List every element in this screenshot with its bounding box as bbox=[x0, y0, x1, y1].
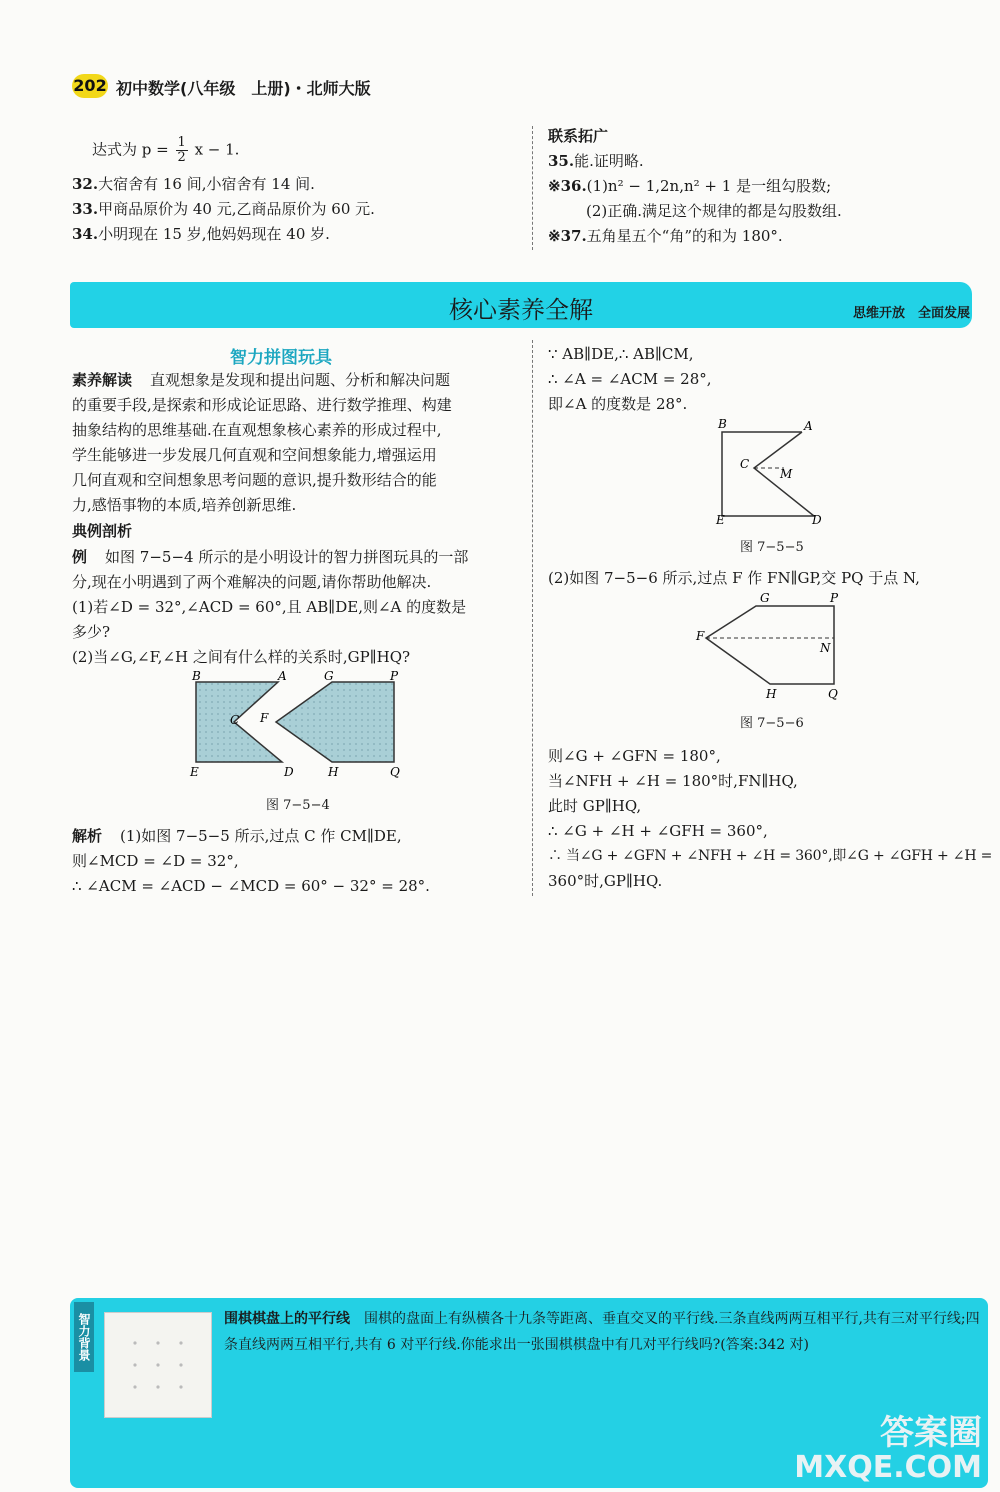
background-knowledge-text bbox=[224, 1306, 984, 1358]
section-title: 智力拼图玩具 bbox=[230, 348, 332, 368]
answer-32: 32.大宿舍有 16 间,小宿舍有 14 间. bbox=[72, 175, 315, 193]
fig4-label-Q: Q bbox=[390, 765, 400, 779]
banner-title: 核心素养全解 bbox=[449, 296, 593, 324]
example-paragraph: 例 如图 7−5−4 所示的是小明设计的智力拼图玩具的一部 分,现在小明遇到了两个难解决的问题,请你帮助他解决. (1)若∠D = 32°,∠ACD = 60°,且 AB∥DE,则∠A 的度数是 多少? (2)当∠G,∠F,∠H 之间有什么样的关系时,GP∥HQ? bbox=[72, 548, 469, 666]
background-knowledge-tab: 智力背景 bbox=[74, 1302, 94, 1372]
fig4-label-A: A bbox=[278, 670, 287, 683]
answer-35: 35.能.证明略. bbox=[548, 152, 644, 170]
solution-part1: ∵ AB∥DE,∴ AB∥CM, ∴ ∠A = ∠ACM = 28°, 即∠A 的度数是 28°. bbox=[548, 345, 712, 413]
fig4-label-C: C bbox=[230, 713, 240, 727]
fig5-label-C: C bbox=[740, 457, 750, 471]
watermark: 答案圈 MXQE.COM bbox=[794, 1413, 982, 1485]
intro-label: 素养解读 bbox=[72, 371, 133, 389]
intro-paragraph: 素养解读 直观想象是发现和提出问题、分析和解决问题 的重要手段,是探索和形成论证思路、进行数学推理、构建 抽象结构的思维基础.在直观想象核心素养的形成过程中, 学生能够进一步发展几何直观和空间想象能力,增强运用 几何直观和空间想象思考问题的意识,提升数形结合的能 力,感悟事物的本质,培养创新思维. bbox=[72, 371, 452, 514]
answer-37: ※37.五角星五个“角”的和为 180°. bbox=[548, 227, 783, 245]
fig5-label-B: B bbox=[718, 417, 727, 431]
extension-heading: 联系拓广 bbox=[548, 127, 609, 145]
solution-part2: 则∠G + ∠GFN = 180°, 当∠NFH + ∠H = 180°时,FN∥HQ, 此时 GP∥HQ, ∴ ∠G + ∠H + ∠GFH = 360°, ∴ 当∠G + ∠GFN + ∠NFH + ∠H = 360°,即∠G + ∠GFH + ∠H = 360°时,GP∥HQ. bbox=[548, 747, 993, 890]
page-number: 202 bbox=[72, 74, 108, 98]
analysis-paragraph: 解析 (1)如图 7−5−5 所示,过点 C 作 CM∥DE, 则∠MCD = ∠D = 32°, ∴ ∠ACM = ∠ACD − ∠MCD = 60° − 32° = 28°. bbox=[72, 827, 430, 895]
fig5-caption: 图 7−5−5 bbox=[740, 540, 804, 555]
fraction-denominator: 2 bbox=[177, 150, 186, 165]
go-board-grid bbox=[105, 1313, 211, 1417]
fig6-outline bbox=[706, 606, 834, 684]
figure-7-5-4 bbox=[180, 670, 420, 782]
fig4-label-E: E bbox=[190, 765, 199, 779]
fig4-caption: 图 7−5−4 bbox=[266, 798, 330, 813]
fig4-label-P: P bbox=[390, 670, 399, 683]
figure-7-5-6 bbox=[694, 590, 854, 702]
fig4-label-G: G bbox=[324, 670, 334, 683]
go-board-image bbox=[104, 1312, 212, 1418]
column-divider-section bbox=[532, 340, 533, 896]
fraction-numerator: 1 bbox=[177, 135, 186, 150]
fig5-outline bbox=[722, 432, 814, 516]
fig4-label-F: F bbox=[260, 711, 269, 725]
answer-31-tail: 达式为 p = $\frac{1}{2}$ x − 1. bbox=[92, 135, 240, 165]
fig5-label-D: D bbox=[812, 513, 822, 527]
fig6-label-Q: Q bbox=[828, 687, 838, 701]
figure-7-5-5 bbox=[706, 416, 836, 528]
fig6-caption: 图 7−5−6 bbox=[740, 716, 804, 731]
fig6-label-N: N bbox=[820, 641, 831, 655]
fig6-label-G: G bbox=[760, 591, 770, 605]
example-heading: 典例剖析 bbox=[72, 522, 133, 540]
answer-34: 34.小明现在 15 岁,他妈妈现在 40 岁. bbox=[72, 225, 330, 243]
fig6-label-F: F bbox=[696, 629, 705, 643]
fig6-label-P: P bbox=[830, 591, 839, 605]
fig4-label-D: D bbox=[284, 765, 294, 779]
background-knowledge-body: 围棋的盘面上有纵横各十九条等距离、垂直交叉的平行线.三条直线两两互相平行,共有三对平行线;四条直线两两互相平行,共有 6 对平行线.你能求出一张围棋棋盘中有几对平行线吗?(答案:342 对) bbox=[224, 1311, 980, 1353]
answer-36-2: (2)正确.满足这个规律的都是勾股数组. bbox=[586, 202, 842, 220]
analysis-label: 解析 bbox=[72, 827, 103, 845]
fig4-label-B: B bbox=[192, 670, 201, 683]
banner-slogan: 思维开放 全面发展 bbox=[852, 306, 970, 321]
fig5-label-M: M bbox=[780, 467, 793, 481]
background-knowledge-title: 围棋棋盘上的平行线 bbox=[224, 1311, 350, 1327]
fig5-label-E: E bbox=[716, 513, 725, 527]
answer-36-1: ※36.(1)n² − 1,2n,n² + 1 是一组勾股数; bbox=[548, 177, 832, 195]
fig6-label-H: H bbox=[766, 687, 777, 701]
example-label: 例 bbox=[72, 548, 88, 566]
answer-33: 33.甲商品原价为 40 元,乙商品原价为 60 元. bbox=[72, 200, 375, 218]
column-divider-top bbox=[532, 126, 533, 250]
book-title: 初中数学(八年级 上册)・北师大版 bbox=[116, 79, 371, 98]
puzzle-piece-right bbox=[276, 682, 394, 762]
fig5-label-A: A bbox=[804, 419, 813, 433]
fig4-label-H: H bbox=[328, 765, 339, 779]
solution-part2-intro: (2)如图 7−5−6 所示,过点 F 作 FN∥GP,交 PQ 于点 N, bbox=[548, 569, 920, 587]
